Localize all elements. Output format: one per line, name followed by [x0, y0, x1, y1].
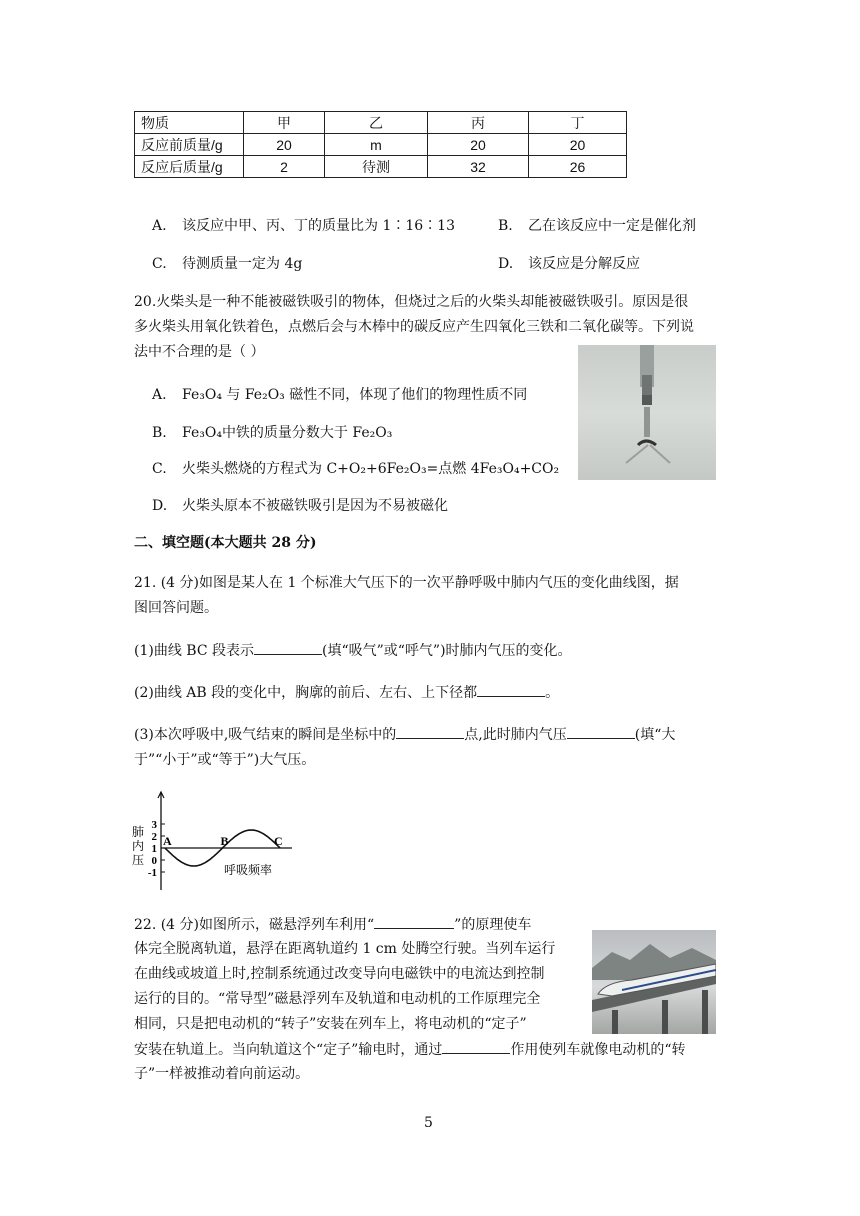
part-text: 。 — [545, 685, 560, 701]
table-cell: m — [325, 134, 428, 156]
q20-option-a — [152, 385, 527, 405]
q22-text: 22. (4 分)如图所示，磁悬浮列车利用“ — [134, 917, 375, 933]
q22-text: ”的原理使车 — [454, 917, 532, 933]
option-letter: A. — [152, 218, 167, 234]
table-cell: 反应后质量/g — [135, 156, 244, 178]
option-text: 该反应中甲、丙、丁的质量比为 1∶16∶13 — [182, 218, 455, 234]
table-header: 乙 — [325, 112, 428, 134]
option-text: 磁性不同，体现了他们的物理性质不同 — [284, 387, 528, 403]
part-text: (填“大 — [634, 727, 676, 743]
q20-stem-line: 20.火柴头是一种不能被磁铁吸引的物体，但烧过之后的火柴头却能被磁铁吸引。原因是很 — [134, 294, 689, 310]
answer-blank[interactable] — [374, 914, 454, 929]
table-row — [135, 134, 627, 156]
table-cell: 2 — [244, 156, 325, 178]
maglev-illustration — [592, 930, 716, 1034]
table-header-row — [135, 112, 627, 134]
maglev-train-photo — [592, 930, 716, 1034]
q22-line: 子”一样被推动着向前运动。 — [134, 1066, 310, 1082]
option-text: 乙在该反应中一定是催化剂 — [528, 218, 696, 234]
table-cell: 20 — [529, 134, 627, 156]
q20-stem-line: 多火柴头用氧化铁着色，点燃后会与木棒中的碳反应产生四氧化三铁和二氧化碳等。下列说 — [134, 319, 694, 335]
y-axis-label-char: 内 — [132, 839, 145, 853]
y-tick-label: 1 — [151, 843, 157, 855]
table-header: 丙 — [428, 112, 529, 134]
chart-y-ticks — [148, 819, 165, 879]
option-text: 该反应是分解反应 — [528, 256, 640, 272]
option-letter: D. — [152, 498, 168, 514]
answer-blank[interactable] — [477, 682, 545, 697]
option-letter: C. — [152, 256, 167, 272]
y-axis-label-char: 压 — [132, 853, 145, 867]
y-tick-label: -1 — [147, 867, 157, 879]
q19-option-b — [498, 216, 696, 236]
option-text: 与 — [226, 387, 245, 403]
q20-option-d — [152, 496, 448, 516]
formula: Fe₃O₄ — [182, 425, 222, 441]
q19-option-c — [152, 254, 302, 274]
lung-pressure-chart — [130, 788, 320, 893]
y-tick-label: 3 — [151, 819, 157, 831]
q22-text: 安装在轨道上。当向轨道这个“定子”输电时，通过 — [134, 1042, 443, 1058]
part-text: (3)本次呼吸中,吸气结束的瞬间是坐标中的 — [134, 727, 397, 743]
y-tick-label: 0 — [151, 855, 157, 867]
q22-line — [134, 914, 531, 935]
q21-part-3 — [134, 724, 675, 745]
q22-text: 作用使列车就像电动机的“转 — [510, 1042, 686, 1058]
q21-part-1 — [134, 640, 572, 661]
option-text: 火柴头燃烧的方程式为 C+O₂+6Fe₂O₃=点燃 4Fe₃O₄+CO₂ — [182, 461, 560, 477]
magnet-match-photo — [578, 345, 716, 480]
part-text: (1)曲线 BC 段表示 — [134, 643, 254, 659]
q20-stem-line: 法中不合理的是（ ） — [134, 344, 265, 360]
table-header: 丁 — [529, 112, 627, 134]
q22-line: 在曲线或坡道上时,控制系统通过改变导向电磁铁中的电流达到控制 — [134, 966, 545, 982]
answer-blank[interactable] — [567, 724, 635, 739]
part-text: (填“吸气”或“呼气”)时肺内气压的变化。 — [322, 643, 572, 659]
option-text: 待测质量一定为 4g — [182, 256, 303, 272]
option-letter: D. — [498, 256, 514, 272]
q22-line: 运行的目的。“常导型”磁悬浮列车及轨道和电动机的工作原理完全 — [134, 991, 541, 1007]
part-text: 点,此时肺内气压 — [464, 727, 567, 743]
formula: Fe₂O₃ — [244, 387, 285, 403]
formula: Fe₂O₃ — [352, 425, 393, 441]
point-label: B — [220, 834, 229, 848]
table-cell: 20 — [428, 134, 529, 156]
table-row — [135, 156, 627, 178]
table-cell: 26 — [529, 156, 627, 178]
q21-stem-line: 图回答问题。 — [134, 600, 218, 616]
q21-part-3-cont: 于”“小于”或“等于”)大气压。 — [134, 752, 316, 768]
point-label: C — [274, 834, 283, 848]
y-axis-label-char: 肺 — [132, 825, 145, 839]
table-header: 甲 — [244, 112, 325, 134]
answer-blank[interactable] — [396, 724, 464, 739]
option-text: 火柴头原本不被磁铁吸引是因为不易被磁化 — [182, 498, 448, 514]
option-letter: B. — [152, 425, 167, 441]
option-letter: B. — [498, 218, 513, 234]
q22-line: 体完全脱离轨道，悬浮在距离轨道约 1 cm 处腾空行驶。当列车运行 — [134, 941, 556, 957]
option-letter: C. — [152, 461, 167, 477]
q22-line — [134, 1039, 686, 1060]
q21-part-2 — [134, 682, 559, 703]
point-label: A — [163, 834, 172, 848]
q22-line: 相同，只是把电动机的“转子”安装在列车上，将电动机的“定子” — [134, 1016, 527, 1032]
q20-option-b — [152, 423, 392, 443]
mass-table — [134, 111, 627, 178]
x-axis-label: 呼吸频率 — [224, 863, 273, 877]
table-cell: 反应前质量/g — [135, 134, 244, 156]
table-header: 物质 — [135, 112, 244, 134]
q20-option-c — [152, 459, 559, 479]
option-text: 中铁的质量分数大于 — [221, 425, 348, 441]
table-cell: 待测 — [325, 156, 428, 178]
q21-stem-line: 21. (4 分)如图是某人在 1 个标准大气压下的一次平静呼吸中肺内气压的变化曲线图，据 — [134, 575, 679, 591]
magnet-match-illustration — [578, 345, 716, 480]
answer-blank[interactable] — [254, 640, 322, 655]
section-heading: 二、填空题(本大题共 28 分) — [134, 535, 317, 551]
page-number: 5 — [424, 1115, 433, 1131]
y-tick-label: 2 — [151, 831, 157, 843]
q19-option-a — [152, 216, 455, 236]
q19-option-d — [498, 254, 640, 274]
table-cell: 32 — [428, 156, 529, 178]
table-cell: 20 — [244, 134, 325, 156]
option-letter: A. — [152, 387, 167, 403]
answer-blank[interactable] — [442, 1039, 510, 1054]
formula: Fe₃O₄ — [182, 387, 222, 403]
part-text: (2)曲线 AB 段的变化中，胸廓的前后、左右、上下径都 — [134, 685, 478, 701]
